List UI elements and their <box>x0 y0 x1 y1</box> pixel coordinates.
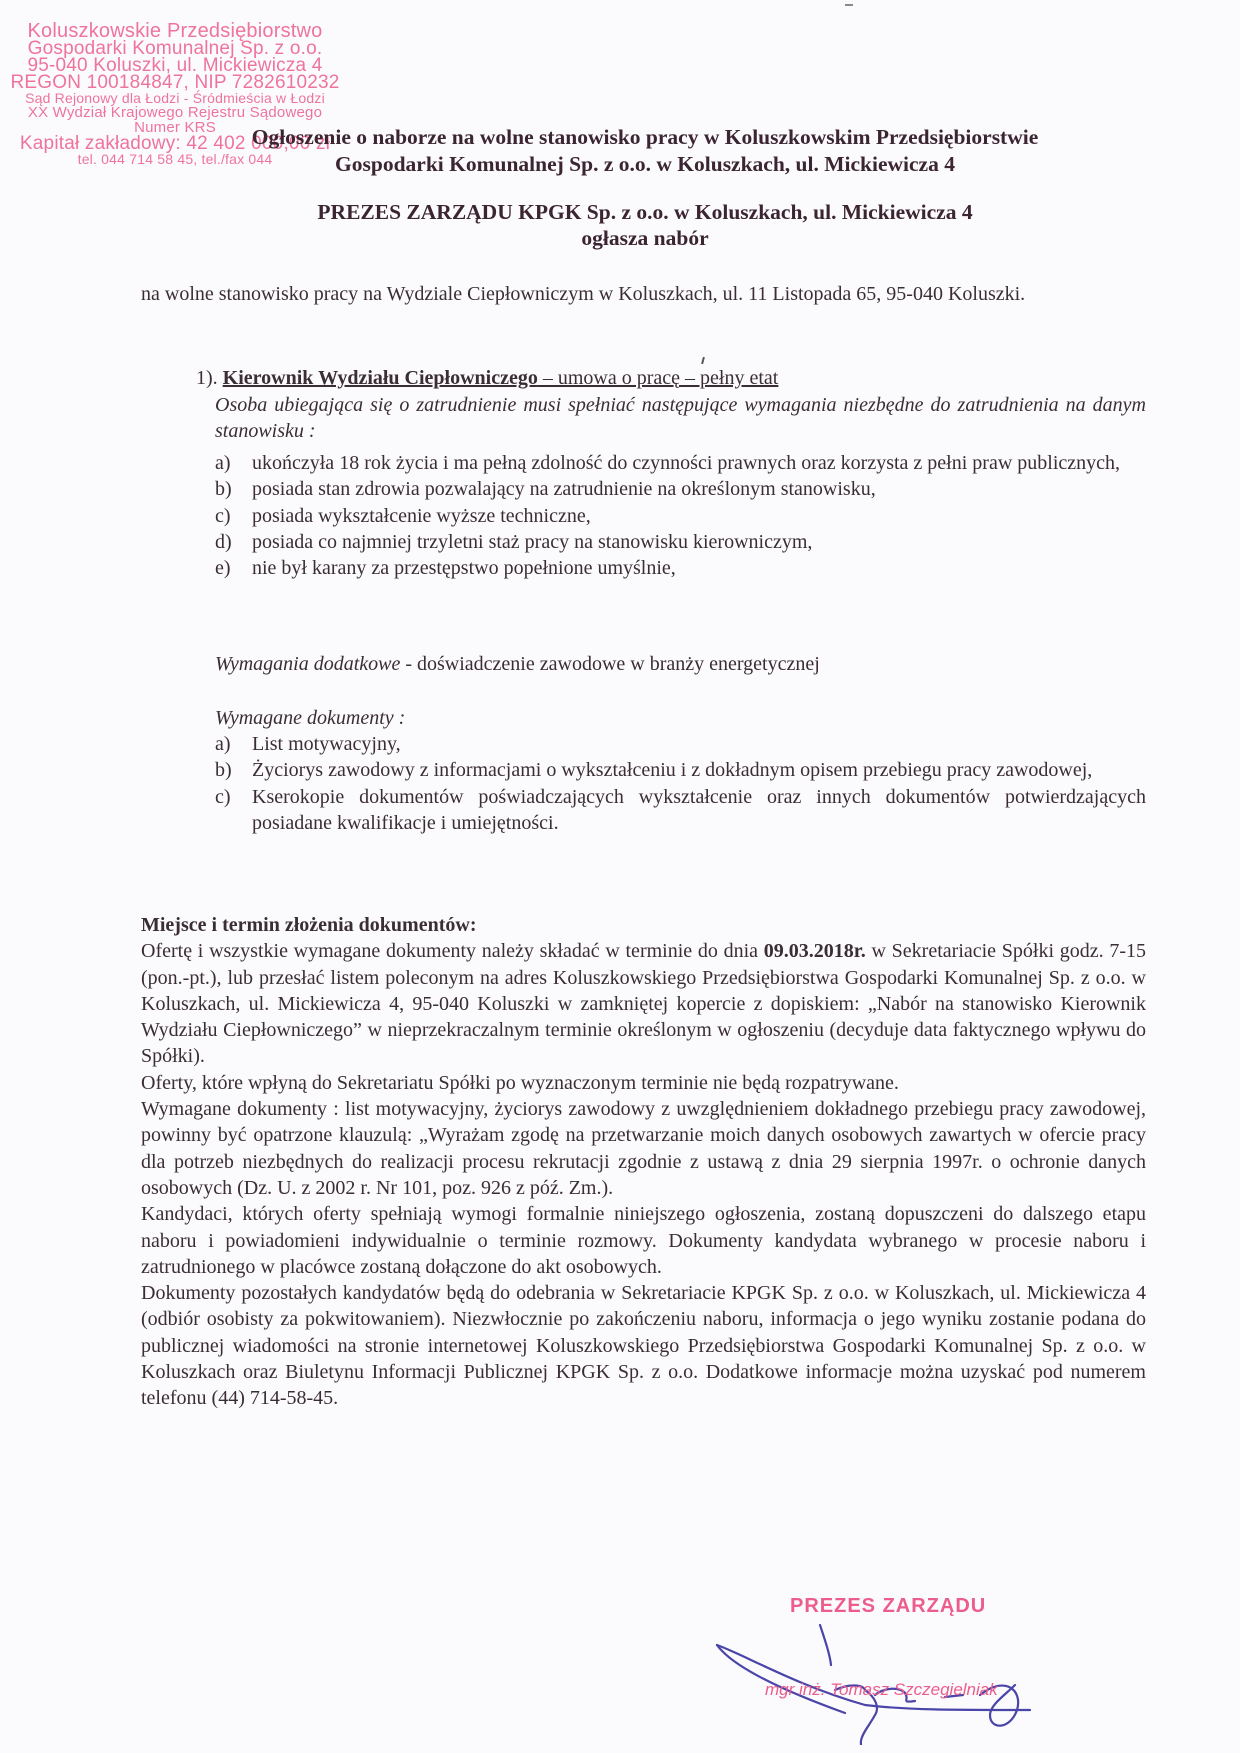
intro-paragraph: na wolne stanowisko pracy na Wydziale Ciepłowniczym w Koluszkach, ul. 11 Listopada 65, 95-040 Koluszki. <box>141 283 1026 305</box>
list-letter: b) <box>215 478 232 501</box>
title-line-1: Ogłoszenie o naborze na wolne stanowisko pracy w Koluszkowskim Przedsiębiorstwie <box>251 125 1039 149</box>
signature-stamp-title: PREZES ZARZĄDU <box>790 1595 987 1617</box>
additional-text: - doświadczenie zawodowe w branży energetycznej <box>400 653 820 675</box>
list-item <box>215 784 1146 837</box>
signature-stamp-name: mgr inż. Tomasz Szczegielniak <box>765 1680 998 1699</box>
list-text: Kserokopie dokumentów poświadczających wykształcenie oraz innych dokumentów potwierdzających posiadane kwalifikacje i umiejętności. <box>252 785 1146 834</box>
submission-section <box>141 912 1146 1412</box>
list-letter: a) <box>215 733 231 755</box>
candidates-paragraph: Kandydaci, których oferty spełniają wymogi formalnie niniejszego ogłoszenia, zostaną dopuszczeni do dalszego etapu naboru i powiadomieni indywidualnie o terminie rozmowy. Dokumenty kandydata wybranego w procesie naboru i zatrudnionego w placówce zostaną dołączone do akt osobowych. <box>141 1203 1146 1278</box>
list-text: posiada wykształcenie wyższe techniczne, <box>252 504 591 527</box>
additional-requirements <box>215 651 820 677</box>
stamp-line: tel. 044 714 58 45, tel./fax 044 <box>77 151 273 167</box>
list-text: nie był karany za przestępstwo popełnione umyślnie, <box>252 557 676 580</box>
submission-paragraph <box>141 938 1146 1069</box>
deadline-date: 09.03.2018r. <box>763 940 866 963</box>
issuer-heading <box>140 199 1150 251</box>
consent-paragraph: Wymagane dokumenty : list motywacyjny, życiorys zawodowy z uwzględnieniem dokładnego przebiegu pracy zawodowej, powinny być opatrzone klauzulą: „Wyrażam zgodę na przetwarzanie moich danych osobowych zawartych w ofercie pracy dla potrzeb niezbędnych do realizacji procesu rekrutacji zgodnie z ustawą z dnia 29 sierpnia 1997r. o ochronie danych osobowych (Dz. U. z 2002 r. Nr 101, poz. 926 z póź. Zm.). <box>141 1098 1146 1199</box>
position-heading <box>196 365 778 391</box>
list-item <box>215 757 1146 783</box>
documents-return-paragraph: Dokumenty pozostałych kandydatów będą do odebrania w Sekretariacie KPGK Sp. z o.o. w Koluszkach, ul. Mickiewicza 4 (odbiór osobisty za pokwitowaniem). Niezwłocznie po zakończeniu naboru, informacja o jego wyniku zostanie podana do publicznej wiadomości na stronie internetowej Koluszkowskiego Przedsiębiorstwa Gospodarki Komunalnej Sp. z o.o. w Koluszkach oraz Biuletynu Informacji Publicznej KPGK Sp. z o.o. Dodatkowe informacje można uzyskać pod numerem telefonu (44) 714-58-45. <box>141 1282 1146 1410</box>
issuer-line-1: PREZES ZARZĄDU KPGK Sp. z o.o. w Koluszkach, ul. Mickiewicza 4 <box>317 200 973 224</box>
document-title <box>140 124 1150 178</box>
list-item <box>215 503 1146 529</box>
additional-label: Wymagania dodatkowe <box>215 653 401 675</box>
submission-text: w Sekretariacie Spółki godz. 7-15 (pon.-pt.), lub przesłać listem poleconym na adres Koluszkowskiego Przedsiębiorstwa Gospodarki Komunalnej Sp. z o.o. w Koluszkach, ul. Mickiewicza 4, 95-040 Koluszki w zamkniętej kopercie z dopiskiem: „Nabór na stanowisko Kierownik Wydziału Ciepłowniczego” w nieprzekraczalnym terminie określonym w ogłoszeniu (decyduje data faktycznego wpływu do Spółki). <box>141 940 1146 1068</box>
stamp-line: Sąd Rejonowy dla Łodzi - Śródmieścia w Łodzi <box>25 90 325 106</box>
stamp-line: Numer KRS <box>134 119 216 136</box>
list-letter: c) <box>215 785 231 808</box>
position-terms: – umowa o pracę – pełny etat <box>537 367 779 389</box>
scan-mark <box>701 357 705 364</box>
list-letter: a) <box>215 452 231 474</box>
late-offers-paragraph: Oferty, które wpłyną do Sekretariatu Spółki po wyznaczonym terminie nie będą rozpatrywane. <box>141 1071 899 1094</box>
list-text: posiada stan zdrowia pozwalający na zatrudnienie na określonym stanowisku, <box>252 478 876 501</box>
stamp-line: Kapitał zakładowy: 42 402 000,00 zł <box>19 133 331 154</box>
stamp-line: Koluszkowskie Przedsiębiorstwo <box>27 20 323 42</box>
list-text: ukończyła 18 rok życia i ma pełną zdolność do czynności prawnych oraz korzysta z pełni praw publicznych, <box>252 452 1121 474</box>
title-line-2: Gospodarki Komunalnej Sp. z o.o. w Koluszkach, ul. Mickiewicza 4 <box>335 152 955 176</box>
stamp-line: REGON 100184847, NIP 7282610232 <box>10 72 340 93</box>
list-item <box>215 450 1146 476</box>
documents-list <box>215 731 1146 836</box>
list-item <box>215 555 1146 581</box>
list-text: posiada co najmniej trzyletni staż pracy na stanowisku kierowniczym, <box>252 530 813 553</box>
position-number: 1). <box>196 367 218 389</box>
list-item <box>215 529 1146 555</box>
stamp-line: XX Wydział Krajowego Rejestru Sądowego <box>27 104 323 121</box>
documents-label: Wymagane dokumenty : <box>215 707 406 729</box>
list-item <box>215 476 1146 502</box>
stamp-line: Gospodarki Komunalnej Sp. z o.o. <box>27 38 323 59</box>
submission-heading: Miejsce i termin złożenia dokumentów: <box>141 914 477 936</box>
list-letter: c) <box>215 504 231 527</box>
scan-speck <box>845 4 853 6</box>
list-text: List motywacyjny, <box>252 733 401 755</box>
list-text: Życiorys zawodowy z informacjami o wykształceniu i z dokładnym opisem przebiegu pracy zawodowej, <box>252 759 1093 782</box>
list-letter: e) <box>215 557 231 580</box>
list-letter: b) <box>215 759 232 782</box>
issuer-line-2: ogłasza nabór <box>581 226 709 250</box>
list-letter: d) <box>215 530 232 553</box>
requirements-intro: Osoba ubiegająca się o zatrudnienie musi spełniać następujące wymagania niezbędne do zatrudnienia na danym stanowisku : <box>215 394 1146 443</box>
submission-text: Ofertę i wszystkie wymagane dokumenty należy składać w terminie do dnia <box>141 940 764 963</box>
stamp-line: 95-040 Koluszki, ul. Mickiewicza 4 <box>27 55 323 76</box>
list-item <box>215 731 1146 757</box>
position-title: Kierownik Wydziału Ciepłowniczego <box>222 367 538 389</box>
requirements-list <box>215 450 1146 581</box>
